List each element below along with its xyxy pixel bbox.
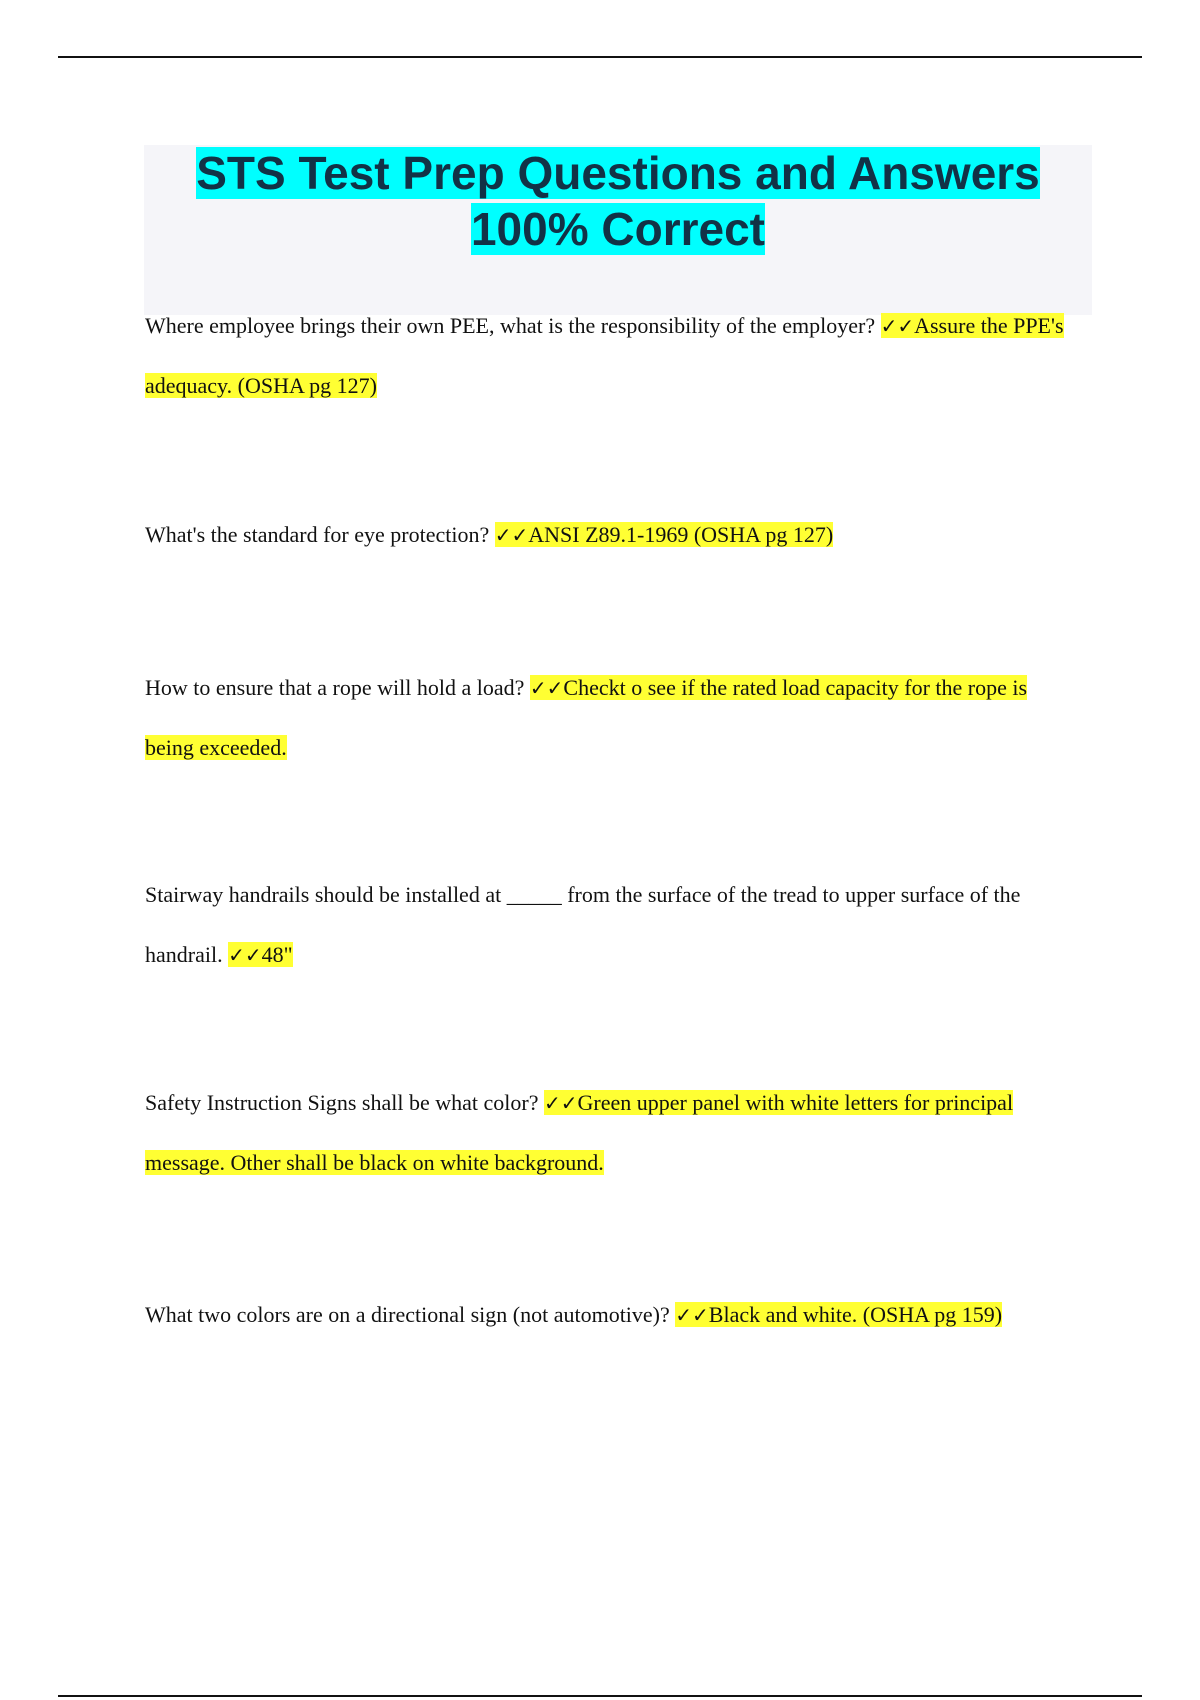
qa-item-5	[145, 1073, 1065, 1193]
document-title	[144, 145, 1092, 257]
answer-text: Assure the PPE's adequacy. (OSHA pg 127)	[145, 313, 1064, 398]
answer-text: Black and white. (OSHA pg 159)	[708, 1302, 1003, 1327]
question-text: Safety Instruction Signs shall be what color?	[145, 1090, 544, 1115]
question-text: Stairway handrails should be installed at _____ from the surface of the tread to upper surface of the handrail.	[145, 882, 1021, 967]
qa-item-4	[145, 865, 1065, 985]
question-text: Where employee brings their own PEE, what is the responsibility of the employer?	[145, 313, 881, 338]
header-rule	[58, 56, 1142, 58]
question-text: How to ensure that a rope will hold a load?	[145, 675, 530, 700]
double-check-icon: ✓✓	[543, 1091, 578, 1115]
qa-item-2	[145, 505, 1065, 565]
title-panel	[144, 145, 1092, 315]
question-text: What two colors are on a directional sign (not automotive)?	[145, 1302, 676, 1327]
double-check-icon: ✓✓	[228, 943, 262, 967]
answer-highlight	[675, 1302, 1002, 1327]
footer-rule	[58, 1695, 1142, 1697]
qa-item-1	[145, 296, 1065, 416]
double-check-icon: ✓✓	[529, 676, 564, 700]
document-title-text: STS Test Prep Questions and Answers 100% Correct	[196, 147, 1040, 255]
answer-highlight	[228, 942, 293, 967]
qa-item-6	[145, 1285, 1065, 1345]
answer-highlight	[495, 522, 833, 547]
qa-item-3	[145, 658, 1065, 778]
double-check-icon: ✓✓	[675, 1303, 709, 1327]
answer-text: Checkt o see if the rated load capacity for the rope is being exceeded.	[145, 675, 1028, 760]
answer-text: Green upper panel with white letters for principal message. Other shall be black on white background.	[145, 1090, 1014, 1175]
answer-text: ANSI Z89.1-1969 (OSHA pg 127)	[528, 522, 834, 547]
double-check-icon: ✓✓	[494, 523, 529, 547]
answer-text: 48"	[261, 942, 293, 967]
double-check-icon: ✓✓	[880, 314, 915, 338]
question-text: What's the standard for eye protection?	[145, 522, 495, 547]
